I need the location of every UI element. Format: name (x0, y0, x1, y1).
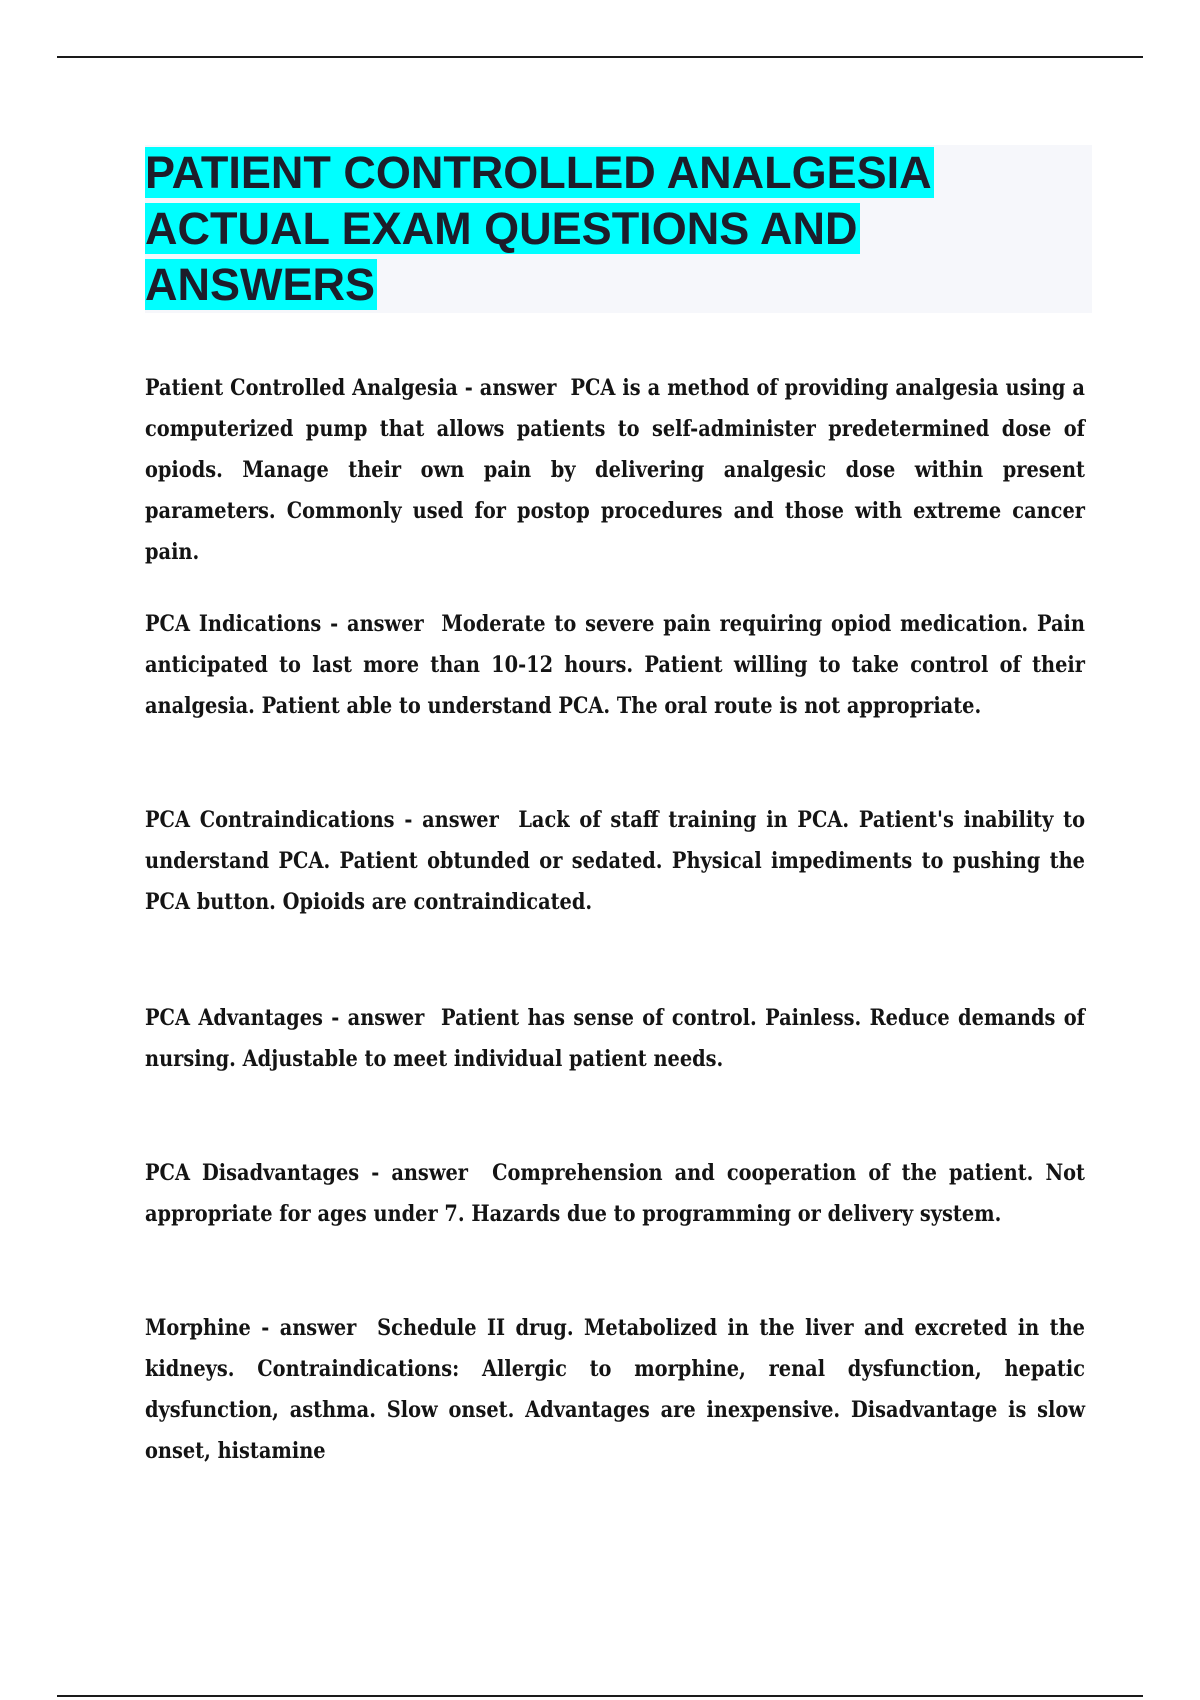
qa-answer: PCA is a method of providing analgesia using a computerized pump that allows patients to self-administer predetermined dose of opiods. Manage their own pain by delivering analgesic dose within present parameters. Commonly used for postop procedures and those with extreme cancer pain. (145, 375, 1085, 565)
qa-item (145, 1308, 1085, 1472)
title-line-3: ANSWERS (145, 259, 376, 310)
qa-answer: Comprehension and cooperation of the patient. Not appropriate for ages under 7. Hazards due to programming or delivery system. (145, 1160, 1085, 1227)
qa-separator: - answer (359, 1160, 493, 1186)
qa-answer: Patient has sense of control. Painless. Reduce demands of nursing. Adjustable to meet individual patient needs. (145, 1005, 1085, 1072)
document-title (145, 145, 1025, 313)
qa-term: PCA Indications (145, 611, 322, 637)
title-block (145, 145, 1092, 313)
qa-answer: Schedule II drug. Metabolized in the liver and excreted in the kidneys. Contraindications: Allergic to morphine, renal dysfunction, hepatic dysfunction, asthma. Slow onset. Advantages are inexpensive. Disadvantage is slow onset, histamine (145, 1315, 1085, 1464)
qa-term: PCA Advantages (145, 1005, 323, 1031)
qa-item (145, 800, 1085, 923)
qa-item (145, 998, 1085, 1080)
qa-item (145, 368, 1085, 573)
title-line-2: ACTUAL EXAM QUESTIONS AND (145, 203, 858, 254)
qa-separator: - answer (250, 1315, 378, 1341)
qa-answer: Lack of staff training in PCA. Patient's inability to understand PCA. Patient obtunded or sedated. Physical impediments to pushing the PCA button. Opioids are contraindicated. (145, 807, 1085, 915)
qa-term: Morphine (145, 1315, 251, 1341)
qa-separator: - answer (322, 1005, 442, 1031)
qa-separator: - answer (321, 611, 442, 637)
top-rule (57, 56, 1143, 58)
qa-term: PCA Contraindications (145, 807, 395, 833)
qa-item (145, 1153, 1085, 1235)
qa-separator: - answer (457, 375, 571, 401)
qa-answer: Moderate to severe pain requiring opiod medication. Pain anticipated to last more than 10-12 hours. Patient willing to take control of their analgesia. Patient able to understand PCA. The oral route is not appropriate. (145, 611, 1085, 719)
title-line-1: PATIENT CONTROLLED ANALGESIA (145, 147, 932, 198)
bottom-rule (57, 1695, 1143, 1697)
qa-term: Patient Controlled Analgesia (145, 375, 458, 401)
qa-term: PCA Disadvantages (145, 1160, 360, 1186)
qa-item (145, 604, 1085, 727)
qa-separator: - answer (394, 807, 519, 833)
